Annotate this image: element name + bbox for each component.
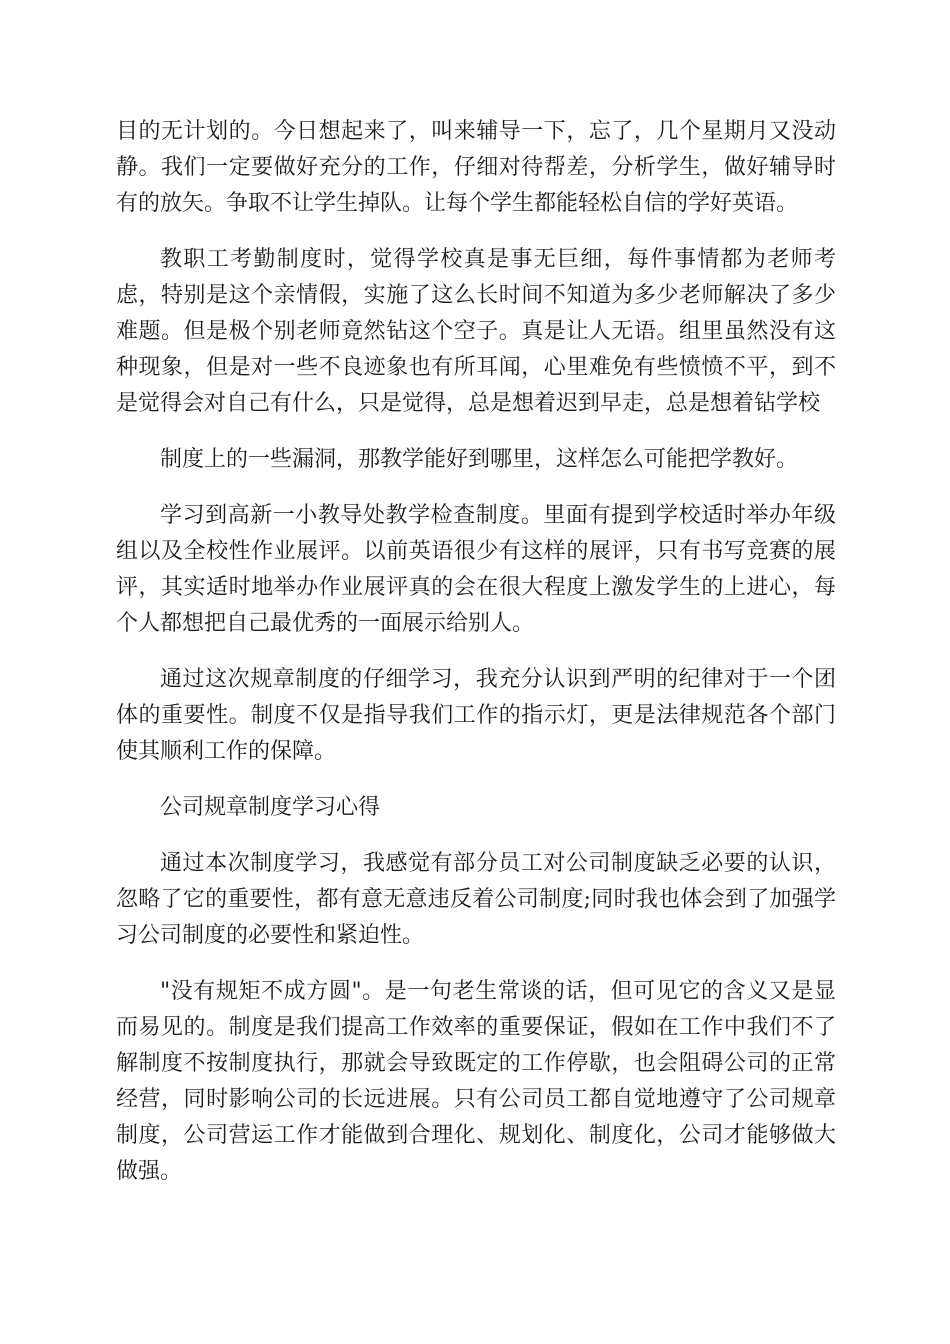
document-body <box>116 114 836 1190</box>
paragraph-continuation: 目的无计划的。今日想起来了，叫来辅导一下，忘了，几个星期月又没动静。我们一定要做好充分的工作，仔细对待帮差，分析学生，做好辅导时有的放矢。争取不让学生掉队。让每个学生都能轻松自信的学好英语。 <box>116 119 836 216</box>
paragraph-company-study: 通过本次制度学习，我感觉有部分员工对公司制度缺乏必要的认识，忽略了它的重要性，都有意无意违反着公司制度;同时我也体会到了加强学习公司制度的必要性和紧迫性。 <box>116 851 836 948</box>
paragraph-attendance: 教职工考勤制度时，觉得学校真是事无巨细，每件事情都为老师考虑，特别是这个亲情假，实施了这么长时间不知道为多少老师解决了多少难题。但是极个别老师竟然钻这个空子。真是让人无语。组里虽然没有这种现象，但是对一些不良迹象也有所耳闻，心里难免有些愤愤不平，到不是觉得会对自己有什么，只是觉得，总是想着迟到早走，总是想着钻学校 <box>116 247 836 416</box>
paragraph-loopholes: 制度上的一些漏洞，那教学能好到哪里，这样怎么可能把学教好。 <box>160 447 799 472</box>
paragraph-discipline: 通过这次规章制度的仔细学习，我充分认识到严明的纪律对于一个团体的重要性。制度不仅是指导我们工作的指示灯，更是法律规范各个部门使其顺利工作的保障。 <box>116 667 836 764</box>
paragraph-homework-review: 学习到高新一小教导处教学检查制度。里面有提到学校适时举办年级组以及全校性作业展评。以前英语很少有这样的展评，只有书写竞赛的展评，其实适时地举办作业展评真的会在很大程度上激发学生的上进心，每个人都想把自己最优秀的一面展示给别人。 <box>116 503 836 636</box>
paragraph-rules-importance: "没有规矩不成方圆"。是一句老生常谈的话，但可见它的含义又是显而易见的。制度是我们提高工作效率的重要保证，假如在工作中我们不了解制度不按制度执行，那就会导致既定的工作停歇，也会阻碍公司的正常经营，同时影响公司的长远进展。只有公司员工都自觉地遵守了公司规章制度，公司营运工作才能做到合理化、规划化、制度化，公司才能够做大做强。 <box>116 979 836 1184</box>
section-heading: 公司规章制度学习心得 <box>160 795 381 820</box>
